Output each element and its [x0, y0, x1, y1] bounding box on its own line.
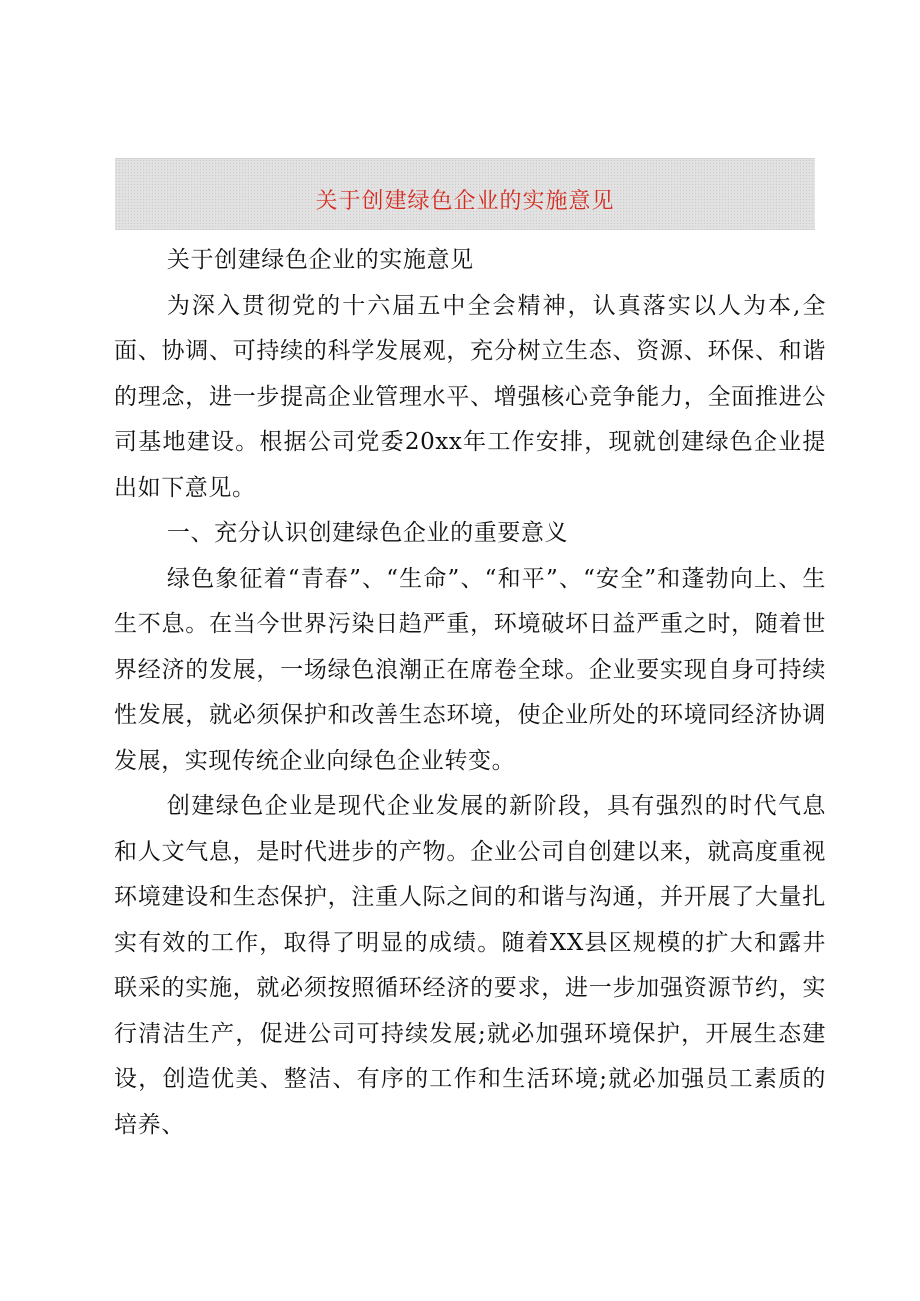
body-paragraph: 创建绿色企业是现代企业发展的新阶段，具有强烈的时代气息和人文气息，是时代进步的产物。企业公司自创建以来，就高度重视环境建设和生态保护，注重人际之间的和谐与沟通，并开展了大量扎实有效的工作，取得了明显的成绩。随着XX县区规模的扩大和露井联采的实施，就必须按照循环经济的要求，进一步加强资源节约，实行清洁生产，促进公司可持续发展;就必加强环境保护，开展生态建设，创造优美、整洁、有序的工作和生活环境;就必加强员工素质的培养、 [114, 793, 826, 1138]
intro-paragraph: 为深入贯彻党的十六届五中全会精神，认真落实以人为本,全面、协调、可持续的科学发展观，充分树立生态、资源、环保、和谐的理念，进一步提高企业管理水平、增强核心竞争能力，全面推进公司基地建设。根据公司党委20xx年工作安排，现就创建绿色企业提出如下意见。 [114, 292, 826, 501]
document-title: 关于创建绿色企业的实施意见 [315, 189, 615, 214]
body-paragraph: 绿色象征着“青春”、“生命”、“和平”、“安全”和蓬勃向上、生生不息。在当今世界污染日趋严重，环境破坏日益严重之时，随着世界经济的发展，一场绿色浪潮正在席卷全球。企业要实现自身可持续性发展，就必须保护和改善生态环境，使企业所处的环境同经济协调发展，实现传统企业向绿色企业转变。 [114, 565, 826, 774]
subtitle-paragraph: 关于创建绿色企业的实施意见 [166, 247, 474, 273]
title-banner [115, 158, 815, 230]
section-heading: 一、充分认识创建绿色企业的重要意义 [166, 520, 569, 546]
document-body [114, 238, 826, 1148]
